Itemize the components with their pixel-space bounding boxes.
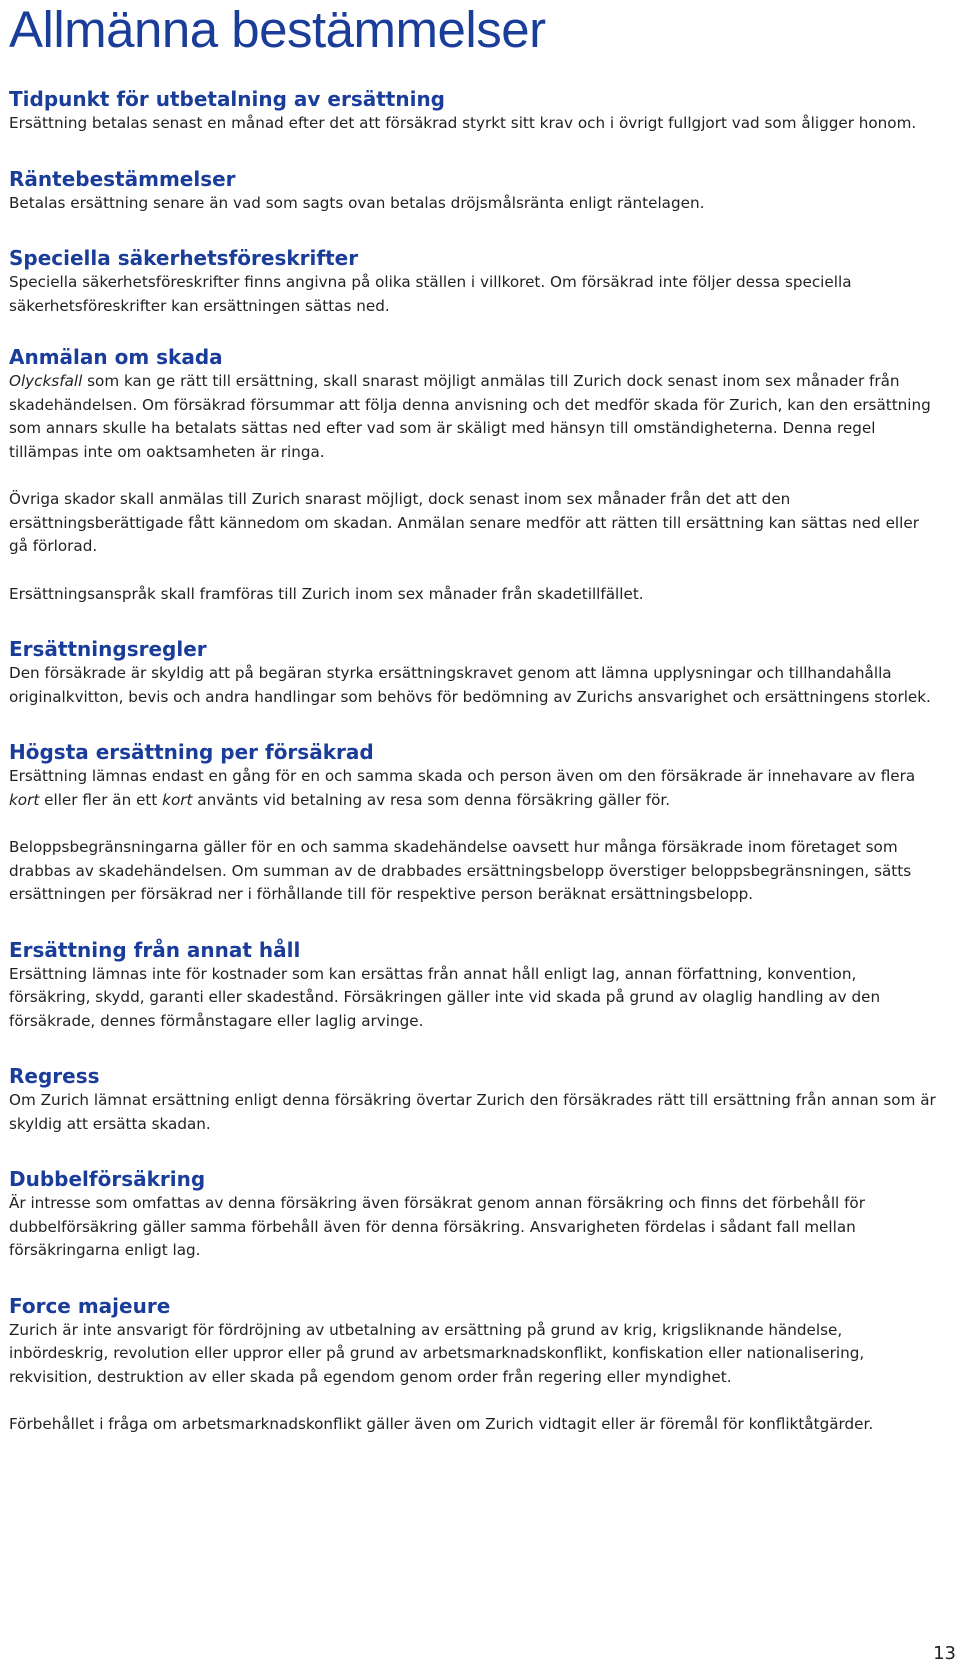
section-heading: Tidpunkt för utbetalning av ersättning [9, 87, 445, 111]
section-paragraph: Är intresse som omfattas av denna försäkring även försäkrat genom annan försäkring och finns det förbehåll för dubbelförsäkring gäller samma förbehåll även för denna försäkring. Ansvarigheten fördelas i sådant fall mellan försäkringarna enligt lag. [9, 1194, 865, 1259]
section-claim-notification [9, 345, 939, 606]
document-page [9, 0, 939, 1437]
section-heading: Dubbelförsäkring [9, 1167, 206, 1191]
paragraph-text: Ersättning lämnas endast en gång för en och samma skada och person även om den försäkrade är innehavare av flera [9, 767, 916, 785]
section-heading: Ersättning från annat håll [9, 937, 301, 962]
section-paragraph: Om Zurich lämnat ersättning enligt denna försäkring övertar Zurich den försäkrades rätt till ersättning från annan som är skyldig att ersätta skadan. [9, 1091, 936, 1133]
section-compensation-rules [9, 637, 939, 709]
section-paragraph: Ersättning betalas senast en månad efter det att försäkrad styrkt sitt krav och i övrigt fullgjort vad som åligger honom. [9, 114, 917, 132]
section-paragraph: Ersättningsanspråk skall framföras till Zurich inom sex månader från skadetillfället. [9, 584, 644, 603]
section-paragraph [9, 765, 939, 812]
paragraph-text: eller fler än ett [39, 790, 163, 809]
section-double-insurance [9, 1167, 939, 1263]
section-recourse [9, 1064, 939, 1136]
italic-term: kort [162, 790, 193, 809]
section-force-majeure [9, 1294, 939, 1437]
section-safety-rules [9, 246, 939, 318]
section-heading: Ersättningsregler [9, 637, 207, 661]
section-paragraph: Ersättning lämnas inte för kostnader som kan ersättas från annat håll enligt lag, annan författning, konvention, försäkring, skydd, garanti eller skadestånd. Försäkringen gäller inte vid skada på grund av olaglig handling av den försäkrade, dennes förmånstagare eller laglig arvinge. [9, 964, 881, 1030]
section-paragraph: Den försäkrade är skyldig att på begäran styrka ersättningskravet genom att lämna upplysningar och tillhandahålla originalkvitton, bevis och andra handlingar som behövs för bedömning av Zurichs ansvarighet och ersättningens storlek. [9, 664, 931, 706]
paragraph-text: använts vid betalning av resa som denna försäkring gäller för. [192, 790, 671, 809]
section-paragraph: Beloppsbegränsningarna gäller för en och samma skadehändelse oavsett hur många försäkrade inom företaget som drabbas av skadehändelsen. Om summan av de drabbades ersättningsbelopp överstiger beloppsbegränsningen, sätts ersättningen per försäkrad ner i förhållande till för respektive person beräknat ersättningsbelopp. [9, 838, 912, 903]
section-heading: Regress [9, 1064, 100, 1088]
section-heading: Högsta ersättning per försäkrad [9, 740, 374, 764]
section-interest [9, 167, 939, 216]
section-paragraph: Zurich är inte ansvarigt för fördröjning av utbetalning av ersättning på grund av krig, krigsliknande händelse, inbördeskrig, revolution eller uppror eller på grund av arbetsmarknadskonflikt, konfiskation eller nationalisering, rekvisition, destruktion av eller skada på egendom genom order från regering eller myndighet. [9, 1320, 865, 1386]
italic-term: Olycksfall [9, 372, 83, 390]
italic-term: kort [9, 790, 40, 809]
section-heading: Force majeure [9, 1293, 171, 1318]
paragraph-text: som kan ge rätt till ersättning, skall snarast möjligt anmälas till Zurich dock senast inom sex månader från skadehändelsen. Om försäkrad försummar att följa denna anvisning och det medför skada för Zurich, kan den ersättning som annars skulle ha betalats sättas ned efter vad som är skäligt med hänsyn till omständigheterna. Denna regel tillämpas inte om oaktsamheten är ringa. [9, 372, 931, 461]
section-heading: Räntebestämmelser [9, 166, 236, 191]
section-heading: Speciella säkerhetsföreskrifter [9, 246, 359, 270]
section-payment-timing [9, 87, 939, 136]
section-max-compensation [9, 740, 939, 907]
section-paragraph: Speciella säkerhetsföreskrifter finns angivna på olika ställen i villkoret. Om försäkrad inte följer dessa speciella säkerhetsföreskrifter kan ersättningen sättas ned. [9, 273, 852, 315]
section-paragraph: Övriga skador skall anmälas till Zurich snarast möjligt, dock senast inom sex månader från det att den ersättningsberättigade fått kännedom om skadan. Anmälan senare medför att rätten till ersättning kan sättas ned eller gå förlorad. [9, 490, 919, 555]
section-paragraph: Förbehållet i fråga om arbetsmarknadskonflikt gäller även om Zurich vidtagit eller är föremål för konfliktåtgärder. [9, 1415, 874, 1433]
section-heading: Anmälan om skada [9, 345, 223, 369]
page-title: Allmänna bestämmelser [9, 1, 546, 58]
page-number: 13 [933, 1643, 956, 1664]
section-other-compensation [9, 938, 939, 1034]
section-paragraph [9, 370, 939, 464]
section-paragraph: Betalas ersättning senare än vad som sagts ovan betalas dröjsmålsränta enligt räntelagen. [9, 193, 705, 212]
